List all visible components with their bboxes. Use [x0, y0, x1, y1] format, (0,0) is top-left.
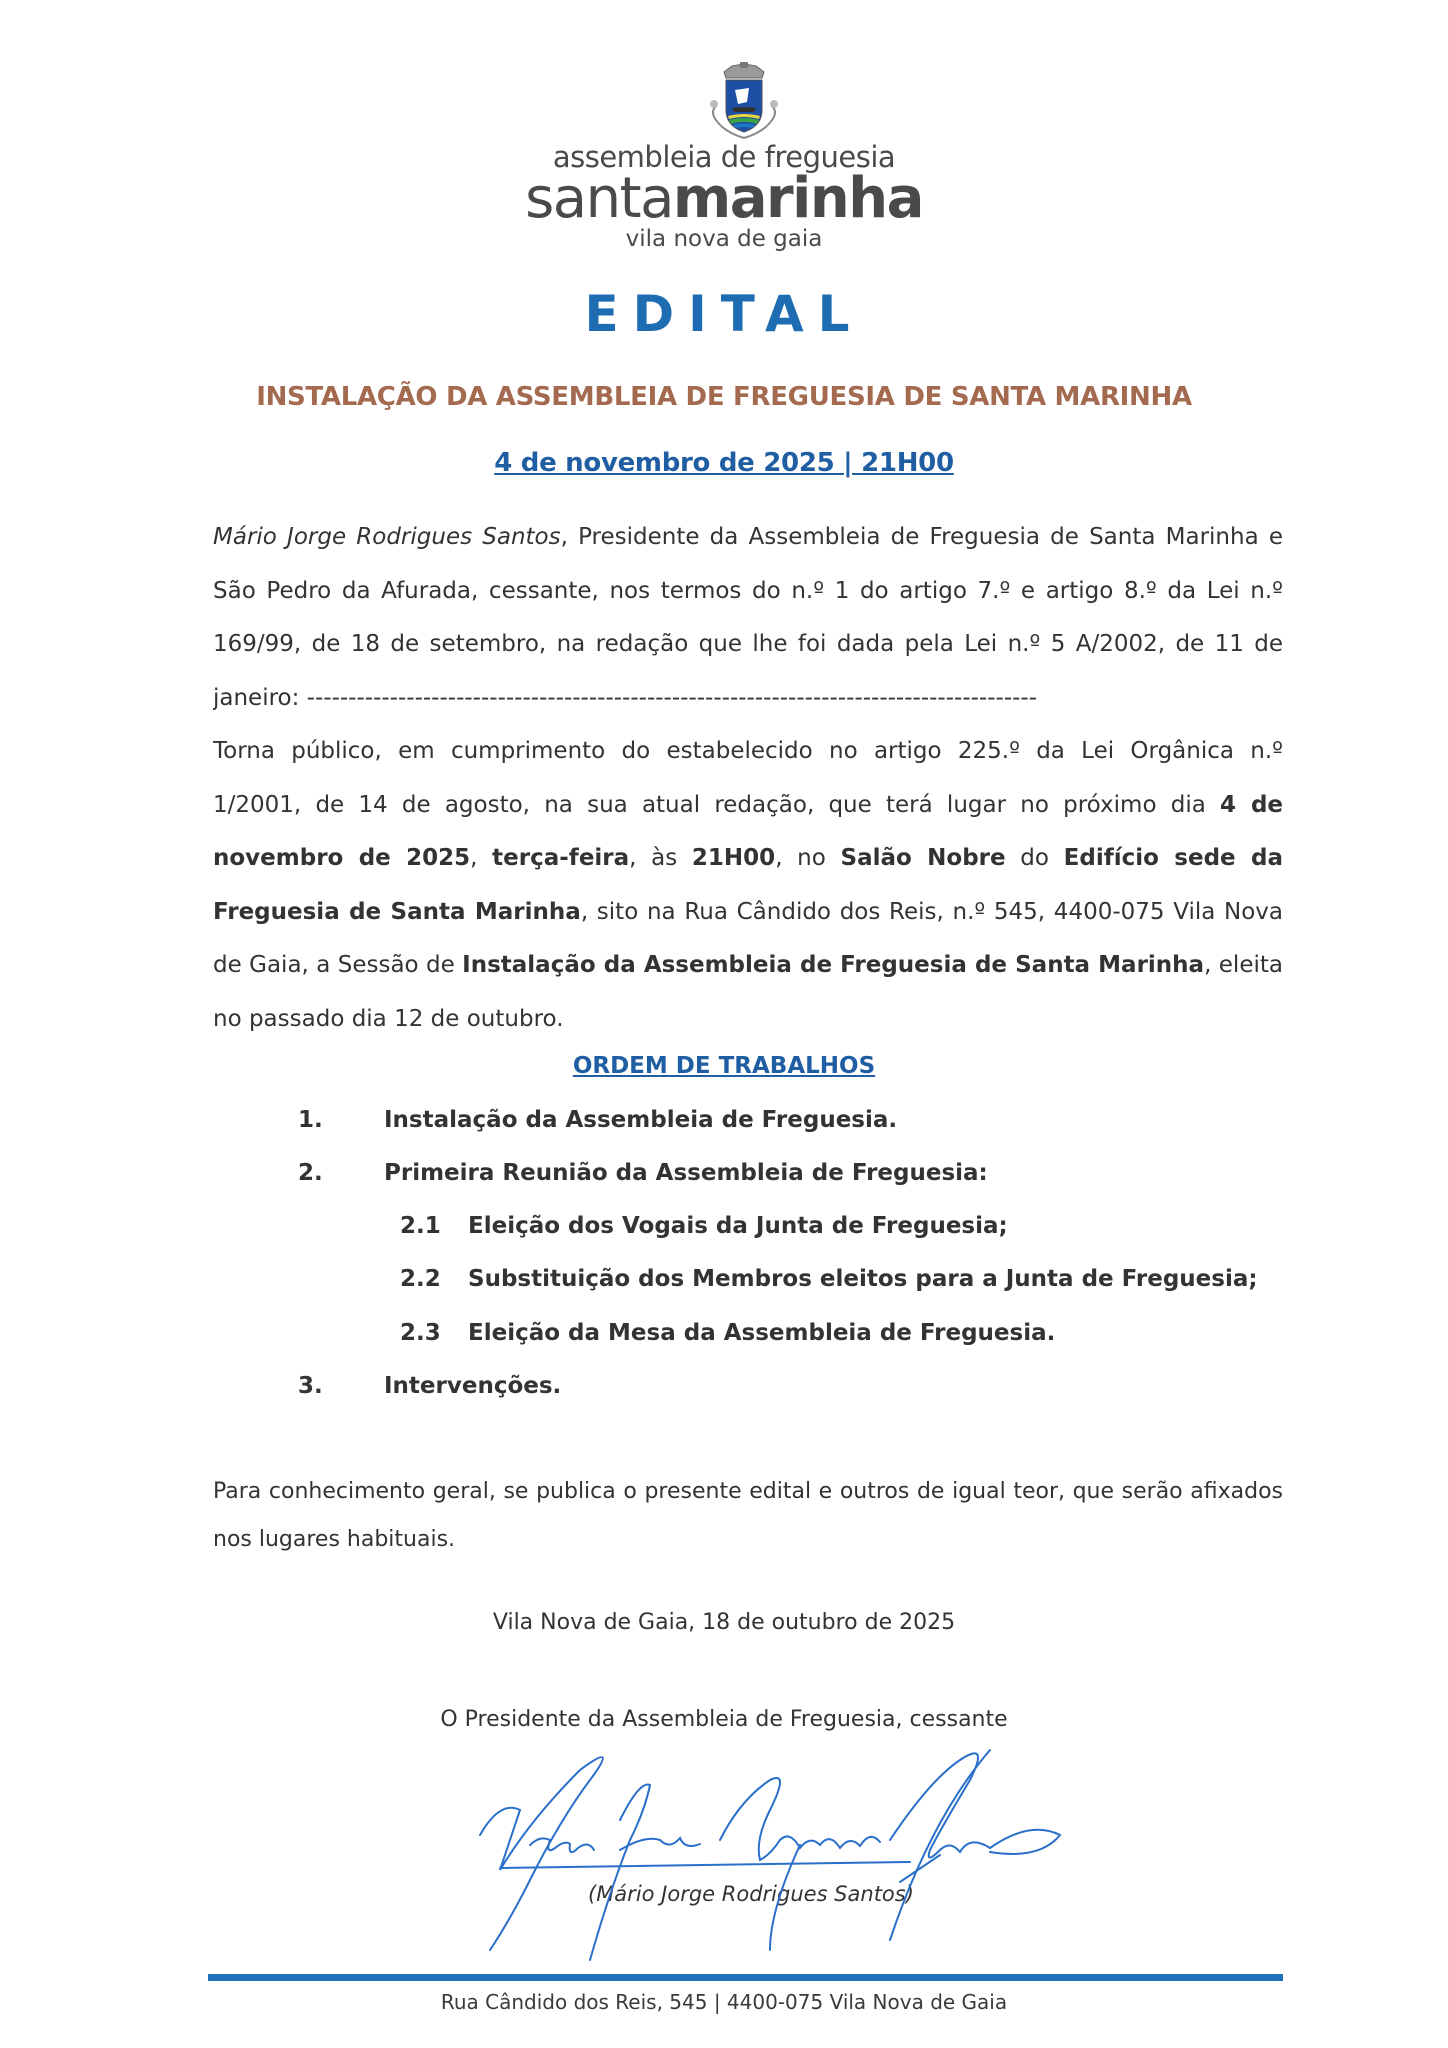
agenda-subitem-text: Substituição dos Membros eleitos para a Junta de Freguesia;: [468, 1266, 1258, 1292]
bold-text: Instalação da Assembleia de Freguesia de Santa Marinha: [462, 952, 1205, 978]
paragraph-line: [213, 886, 1283, 940]
paragraph-line: [213, 779, 1283, 833]
paragraph-text: , às: [629, 845, 692, 871]
paragraph-text: 1/2001, de 14 de agosto, na sua atual redação, que terá lugar no próximo dia: [213, 791, 1221, 818]
logo-santamarinha: [0, 164, 1448, 234]
footer-address: Rua Cândido dos Reis, 545 | 4400-075 Vila Nova de Gaia: [440, 1990, 1008, 2014]
document-title: EDITAL: [584, 285, 864, 343]
president-name: Mário Jorge Rodrigues Santos: [213, 524, 561, 550]
agenda-item-text: Intervenções.: [384, 1373, 562, 1399]
bold-text: Edifício sede da: [1063, 845, 1283, 871]
footer-rule: [208, 1974, 1283, 1981]
agenda-subitem-text: Eleição da Mesa da Assembleia de Freguesia.: [468, 1320, 1056, 1346]
announcement-paragraph: [213, 725, 1283, 1046]
agenda-subitem-number: 2.2: [400, 1266, 441, 1292]
paragraph-line: nos lugares habituais.: [213, 1527, 456, 1552]
paragraph-line: [213, 939, 1283, 993]
place-and-date: Vila Nova de Gaia, 18 de outubro de 2025: [492, 1610, 956, 1635]
paragraph-text: ,: [470, 845, 493, 871]
paragraph-line: 169/99, de 18 de setembro, na redação que lhe foi dada pela Lei n.º 5 A/2002, de 11 de: [213, 631, 1283, 657]
agenda-subitem-text: Eleição dos Vogais da Junta de Freguesia;: [468, 1213, 1008, 1239]
paragraph-line: [213, 511, 1283, 565]
paragraph-line: Para conhecimento geral, se publica o presente edital e outros de igual teor, que serão afixados: [213, 1479, 1283, 1504]
bold-text: Freguesia de Santa Marinha: [213, 898, 581, 925]
paragraph-text: , no: [775, 845, 841, 871]
paragraph-text: , sito na Rua Cândido dos Reis, n.º 545, 4400-075 Vila Nova: [580, 898, 1283, 925]
paragraph-line: no passado dia 12 de outubro.: [213, 1005, 564, 1032]
bold-text: 4 de: [1220, 791, 1283, 818]
agenda-subitem-number: 2.3: [400, 1320, 441, 1346]
signer-title: O Presidente da Assembleia de Freguesia, cessante: [440, 1707, 1008, 1732]
paragraph-line: Torna público, em cumprimento do estabelecido no artigo 225.º da Lei Orgânica n.º: [213, 738, 1283, 764]
signer-name: (Mário Jorge Rodrigues Santos): [588, 1882, 914, 1906]
coat-of-arms-icon: [702, 62, 786, 144]
agenda-item-text: Primeira Reunião da Assembleia de Freguesia:: [384, 1160, 988, 1186]
agenda-item-text: Instalação da Assembleia de Freguesia.: [384, 1107, 898, 1133]
handwritten-signature: [470, 1740, 1110, 1970]
bold-text: novembro de 2025: [213, 845, 471, 871]
paragraph-text: , Presidente da Assembleia de Freguesia de Santa Marinha e: [560, 524, 1283, 550]
paragraph-line: [213, 832, 1283, 886]
bold-text: 21H00: [691, 845, 776, 871]
agenda-title: ORDEM DE TRABALHOS: [572, 1053, 876, 1079]
agenda-subitem-number: 2.1: [400, 1213, 441, 1239]
logo-vila-nova-de-gaia: vila nova de gaia: [625, 226, 823, 252]
agenda-item-number: 1.: [298, 1107, 323, 1133]
paragraph-text: , eleita: [1204, 952, 1283, 978]
agenda-item-number: 2.: [298, 1160, 323, 1186]
document-subtitle: INSTALAÇÃO DA ASSEMBLEIA DE FREGUESIA DE SANTA MARINHA: [256, 382, 1192, 412]
intro-paragraph: [213, 511, 1283, 725]
logo-assembleia-de-freguesia: assembleia de freguesia: [552, 140, 896, 174]
logo-marinha: marinha: [672, 166, 923, 231]
logo-santa: santa: [525, 166, 673, 231]
closing-paragraph: [213, 1468, 1283, 1564]
bold-text: terça-feira: [492, 845, 630, 871]
paragraph-line: janeiro: ----------------------------------------------------------------------------------------: [213, 684, 1038, 711]
session-date-time: 4 de novembro de 2025 | 21H00: [494, 448, 954, 478]
paragraph-text: do: [1005, 845, 1064, 871]
paragraph-line: São Pedro da Afurada, cessante, nos termos do n.º 1 do artigo 7.º e artigo 8.º da Lei n.º: [213, 577, 1283, 604]
paragraph-text: de Gaia, a Sessão de: [213, 952, 463, 978]
agenda-item-number: 3.: [298, 1373, 323, 1399]
bold-text: Salão Nobre: [840, 845, 1006, 871]
